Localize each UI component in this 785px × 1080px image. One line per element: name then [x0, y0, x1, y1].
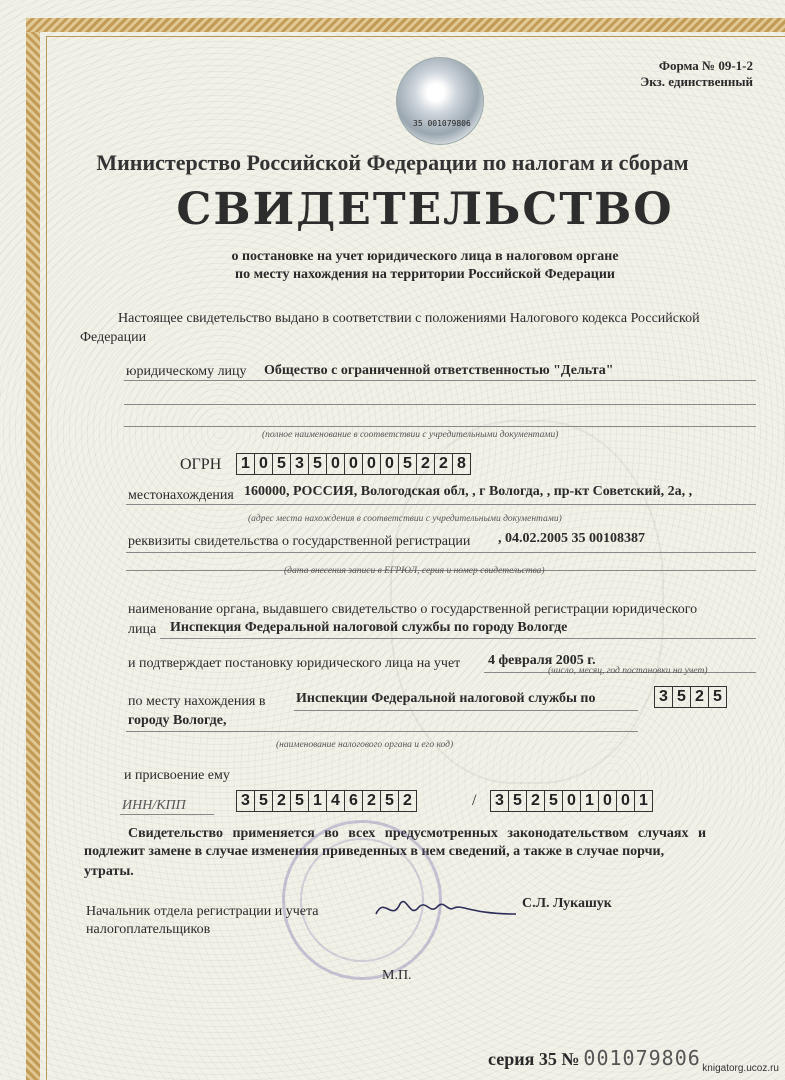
tax-office-caption: (наименование налогового органа и его код) — [276, 740, 454, 750]
kpp-digit: 0 — [599, 791, 617, 811]
confirmation-label: и подтверждает постановку юридического лица на учет — [128, 656, 461, 671]
form-number: Форма № 09-1-2 — [658, 58, 753, 73]
inn-digit: 3 — [237, 791, 255, 811]
kpp-digit: 0 — [617, 791, 635, 811]
ministry-name: Министерство Российской Федерации по налогам и сборам — [96, 150, 689, 175]
ogrn-digit: 5 — [399, 454, 417, 474]
ogrn-digit: 2 — [435, 454, 453, 474]
ogrn-digit: 3 — [291, 454, 309, 474]
entity-label: юридическому лицу — [126, 364, 247, 379]
tax-office-line-1: Инспекции Федеральной налоговой службы по — [296, 691, 596, 706]
series-label: серия 35 № — [488, 1049, 580, 1069]
issuer-value: Инспекция Федеральной налоговой службы по городу Вологде — [170, 620, 568, 635]
stamp-place: М.П. — [382, 968, 412, 983]
notice-line-1: Свидетельство применяется во всех предусмотренных законодательством случаях и — [128, 826, 707, 841]
intro-line-1: Настоящее свидетельство выдано в соответствии с положениями Налогового кодекса Российской — [118, 311, 700, 326]
kpp-digit: 1 — [639, 792, 648, 809]
inn-digit: 6 — [345, 791, 363, 811]
registration-label: реквизиты свидетельства о государственной регистрации — [128, 534, 471, 549]
border-pattern-top — [26, 18, 785, 32]
serial-number: 001079806 — [583, 1046, 701, 1070]
tax-office-code-digit: 5 — [673, 687, 691, 707]
copy-note: Экз. единственный — [640, 74, 753, 89]
signatory-position-line-2: налогоплательщиков — [86, 922, 211, 937]
registration-value: , 04.02.2005 35 00108387 — [498, 531, 645, 546]
kpp-digit: 3 — [491, 791, 509, 811]
source-site: knigatorg.ucoz.ru — [702, 1063, 779, 1074]
document-title: СВИДЕТЕЛЬСТВО — [176, 184, 674, 235]
ogrn-digit: 0 — [345, 454, 363, 474]
inn-digit: 2 — [403, 792, 412, 809]
form-number-block — [640, 58, 753, 90]
ogrn-digit: 8 — [457, 455, 466, 472]
kpp-digit: 0 — [563, 791, 581, 811]
intro-line-2: Федерации — [80, 330, 147, 345]
signatory-name: С.Л. Лукашук — [522, 896, 612, 911]
subtitle-line-2: по месту нахождения на территории Российской Федерации — [235, 267, 615, 282]
inn-digit: 2 — [273, 791, 291, 811]
entity-value: Общество с ограниченной ответственностью "Дельта" — [264, 363, 614, 378]
document-subtitle — [0, 248, 785, 284]
notice-line-2: подлежит замене в случае изменения приведенных в нем сведений, а также в случае порчи, — [84, 844, 665, 859]
inn-cells — [236, 790, 417, 812]
border-pattern-left — [26, 18, 40, 1080]
entity-caption: (полное наименование в соответствии с учредительными документами) — [262, 430, 559, 440]
location-label: местонахождения — [128, 488, 234, 503]
tax-office-line-2: городу Вологде, — [128, 713, 227, 728]
inn-digit: 5 — [255, 791, 273, 811]
kpp-digit: 2 — [527, 791, 545, 811]
inn-kpp-label: ИНН/КПП — [122, 798, 186, 813]
series-block — [488, 1046, 701, 1070]
ogrn-cells — [236, 453, 471, 475]
tax-office-code-digit: 3 — [655, 687, 673, 707]
confirmation-date: 4 февраля 2005 г. — [488, 653, 596, 668]
signature — [370, 888, 520, 933]
ogrn-digit: 1 — [237, 454, 255, 474]
ogrn-digit: 0 — [255, 454, 273, 474]
signatory-position-line-1: Начальник отдела регистрации и учета — [86, 904, 319, 919]
subtitle-line-1: о постановке на учет юридического лица в налоговом органе — [231, 249, 619, 264]
tax-office-code-cells — [654, 686, 727, 708]
inn-kpp-separator: / — [472, 792, 477, 809]
tax-office-code-digit: 2 — [691, 687, 709, 707]
ogrn-label: ОГРН — [180, 456, 222, 473]
tax-office-code-digit: 5 — [713, 688, 722, 705]
issuer-label-line-1: наименование органа, выдавшего свидетельство о государственной регистрации юридического — [128, 602, 698, 617]
ogrn-digit: 0 — [363, 454, 381, 474]
ogrn-digit: 0 — [381, 454, 399, 474]
notice-line-3: утраты. — [84, 864, 134, 879]
kpp-digit: 5 — [509, 791, 527, 811]
issuer-label-line-2: лица — [128, 622, 157, 637]
location-value: 160000, РОССИЯ, Вологодская обл, , г Вологда, , пр-кт Советский, 2а, , — [244, 484, 693, 499]
registration-caption: (дата внесения записи в ЕГРЮЛ, серия и номер свидетельства) — [284, 566, 545, 576]
confirmation-caption: (число, месяц, год постановки на учет) — [548, 666, 708, 676]
kpp-digit: 1 — [581, 791, 599, 811]
assignment-label: и присвоение ему — [124, 768, 230, 783]
kpp-digit: 5 — [545, 791, 563, 811]
inn-digit: 5 — [381, 791, 399, 811]
tax-office-label: по месту нахождения в — [128, 694, 266, 709]
inn-digit: 1 — [309, 791, 327, 811]
inn-digit: 5 — [291, 791, 309, 811]
ogrn-digit: 2 — [417, 454, 435, 474]
ogrn-digit: 5 — [273, 454, 291, 474]
inn-digit: 4 — [327, 791, 345, 811]
signature-icon — [370, 888, 520, 928]
ogrn-digit: 0 — [327, 454, 345, 474]
hologram-icon — [396, 57, 484, 145]
inn-digit: 2 — [363, 791, 381, 811]
location-caption: (адрес места нахождения в соответствии с учредительными документами) — [248, 514, 562, 524]
ogrn-digit: 5 — [309, 454, 327, 474]
kpp-cells — [490, 790, 653, 812]
hologram-number: 35 001079806 — [413, 119, 471, 128]
